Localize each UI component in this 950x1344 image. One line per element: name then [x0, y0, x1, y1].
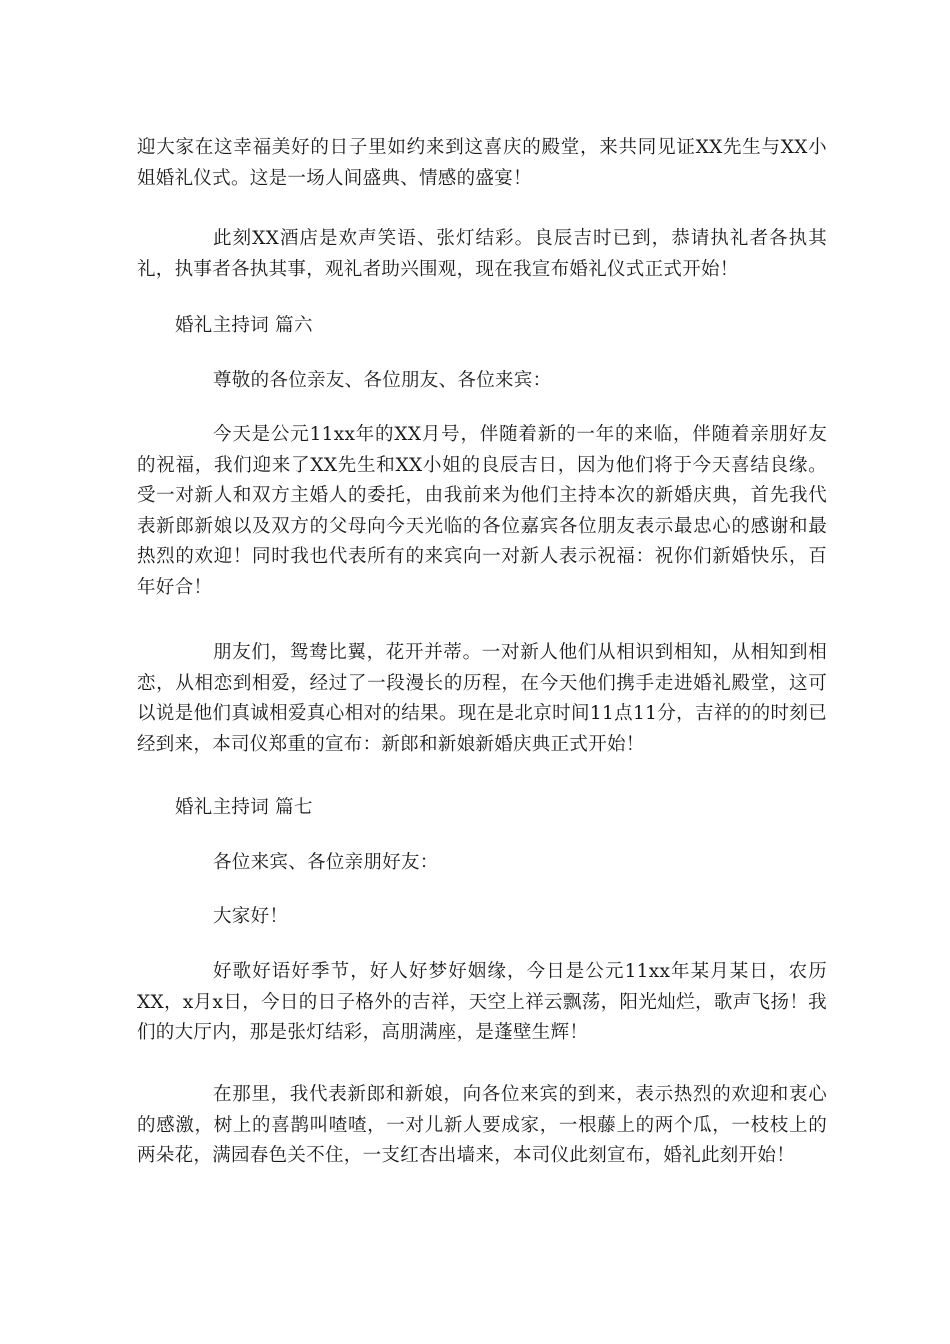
- paragraph-hello: 大家好！: [213, 906, 289, 927]
- paragraph-greeting-guests: 各位来宾、各位亲朋好友：: [213, 852, 439, 873]
- paragraph-ceremony-start: 此刻XX酒店是欢声笑语、张灯结彩。良辰吉时已到，恭请执礼者各执其礼，执事者各执其事，观礼者助兴围观，现在我宣布婚礼仪式正式开始！: [137, 228, 827, 280]
- paragraph-closing: 在那里，我代表新郎和新娘，向各位来宾的到来，表示热烈的欢迎和衷心的感激，树上的喜鹊叫喳喳，一对儿新人要成家，一根藤上的两个瓜，一枝枝上的两朵花，满园春色关不住，一支红杏出墙来，本司仪此刻宣布，婚礼此刻开始！: [137, 1084, 827, 1166]
- section-heading-seven: 婚礼主持词 篇七: [175, 797, 313, 818]
- paragraph-opening-continued: 迎大家在这幸福美好的日子里如约来到这喜庆的殿堂，来共同见证XX先生与XX小姐婚礼仪式。这是一场人间盛典、情感的盛宴！: [137, 137, 827, 189]
- paragraph-greeting: 尊敬的各位亲友、各位朋友、各位来宾：: [213, 370, 552, 391]
- section-heading-six: 婚礼主持词 篇六: [175, 315, 313, 336]
- paragraph-friends: 朋友们，鸳鸯比翼，花开并蒂。一对新人他们从相识到相知，从相知到相恋，从相恋到相爱，经过了一段漫长的历程，在今天他们携手走进婚礼殿堂，这可以说是他们真诚相爱真心相对的结果。现在是北京时间11点11分，吉祥的的时刻已经到来，本司仪郑重的宣布：新郎和新娘新婚庆典正式开始！: [137, 642, 827, 755]
- paragraph-welcome: 今天是公元11xx年的XX月号，伴随着新的一年的来临，伴随着亲朋好友的祝福，我们迎来了XX先生和XX小姐的良辰吉日，因为他们将于今天喜结良缘。受一对新人和双方主婚人的委托，由我前来为他们主持本次的新婚庆典，首先我代表新郎新娘以及双方的父母向今天光临的各位嘉宾各位朋友表示最忠心的感谢和最热烈的欢迎！同时我也代表所有的来宾向一对新人表示祝福：祝你们新婚快乐，百年好合！: [137, 424, 827, 598]
- paragraph-good-day: 好歌好语好季节，好人好梦好姻缘，今日是公元11xx年某月某日，农历XX，x月x日，今日的日子格外的吉祥，天空上祥云飘荡，阳光灿烂，歌声飞扬！我们的大厅内，那是张灯结彩，高朋满座，是蓬壁生辉！: [137, 961, 827, 1043]
